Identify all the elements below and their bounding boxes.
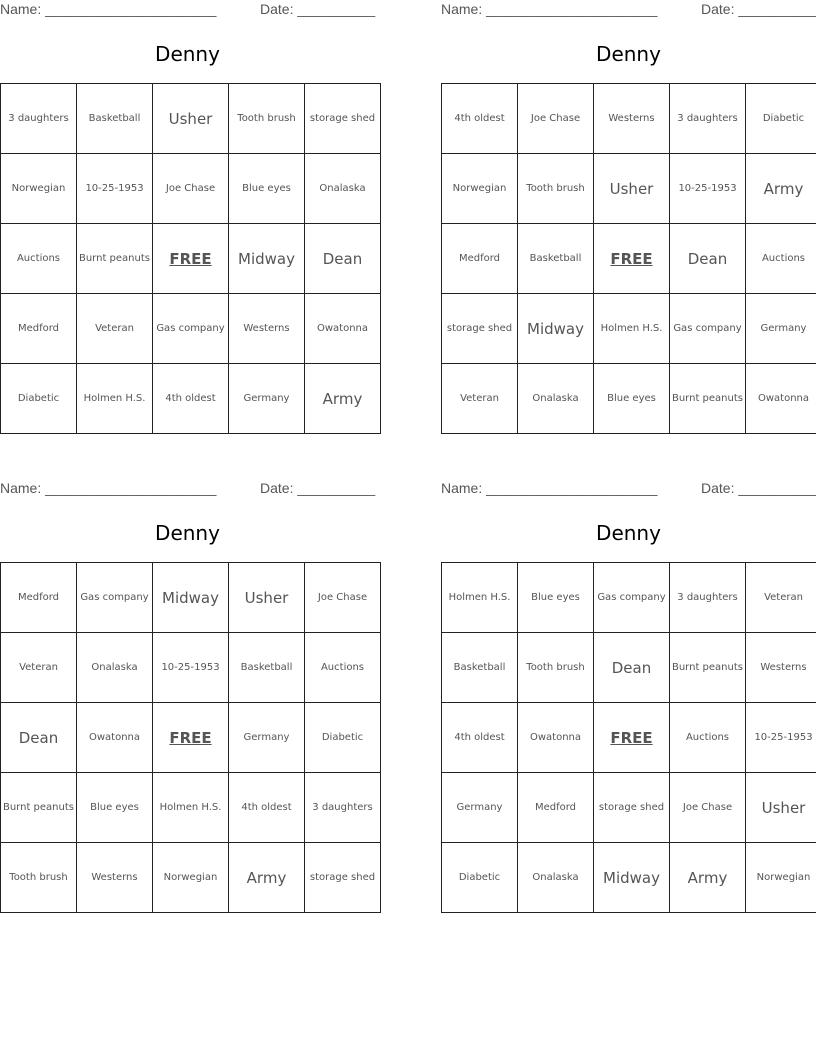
bingo-cell: 10-25-1953	[77, 154, 153, 224]
bingo-cell: Usher	[746, 773, 816, 843]
bingo-row	[442, 633, 816, 703]
bingo-row	[1, 843, 381, 913]
bingo-cell: Onalaska	[77, 633, 153, 703]
card-title: Denny	[596, 42, 661, 66]
bingo-cell: Veteran	[746, 563, 816, 633]
date-field-label: Date: __________	[260, 1, 376, 17]
date-field-label: Date: __________	[260, 480, 376, 496]
date-field-label: Date: __________	[701, 1, 816, 17]
bingo-cell: Germany	[746, 294, 816, 364]
bingo-row	[442, 294, 816, 364]
free-space-cell: FREE	[594, 703, 670, 773]
bingo-grid	[0, 83, 381, 434]
bingo-cell: Burnt peanuts	[77, 224, 153, 294]
bingo-cell: Tooth brush	[518, 154, 594, 224]
bingo-cell: Joe Chase	[153, 154, 229, 224]
bingo-cell: Midway	[153, 563, 229, 633]
bingo-row	[442, 364, 816, 434]
bingo-cell: Medford	[1, 294, 77, 364]
bingo-cell: Usher	[229, 563, 305, 633]
bingo-cell: Onalaska	[518, 364, 594, 434]
bingo-cell: Usher	[594, 154, 670, 224]
date-field-label: Date: __________	[701, 480, 816, 496]
bingo-cell: Norwegian	[153, 843, 229, 913]
bingo-row	[442, 154, 816, 224]
bingo-cell: 10-25-1953	[153, 633, 229, 703]
bingo-cell: Blue eyes	[229, 154, 305, 224]
bingo-cell: Usher	[153, 84, 229, 154]
bingo-cell: Army	[229, 843, 305, 913]
bingo-cell: Owatonna	[746, 364, 816, 434]
bingo-cell: Dean	[670, 224, 746, 294]
bingo-card-1	[0, 0, 375, 434]
bingo-cell: Auctions	[1, 224, 77, 294]
bingo-cell: Westerns	[594, 84, 670, 154]
name-field-label: Name: ______________________	[0, 480, 217, 496]
bingo-cell: Burnt peanuts	[670, 633, 746, 703]
bingo-cell: Diabetic	[746, 84, 816, 154]
bingo-cell: Gas company	[77, 563, 153, 633]
bingo-row	[442, 563, 816, 633]
bingo-cell: Joe Chase	[518, 84, 594, 154]
bingo-cell: 3 daughters	[670, 563, 746, 633]
bingo-cell: Basketball	[229, 633, 305, 703]
bingo-cell: storage shed	[594, 773, 670, 843]
bingo-row	[442, 703, 816, 773]
bingo-cell: Auctions	[746, 224, 816, 294]
bingo-cell: 4th oldest	[442, 84, 518, 154]
bingo-cell: Dean	[594, 633, 670, 703]
bingo-row	[1, 294, 381, 364]
bingo-cell: Germany	[229, 703, 305, 773]
bingo-cell: Diabetic	[1, 364, 77, 434]
name-date-row	[0, 480, 375, 500]
bingo-cell: Basketball	[518, 224, 594, 294]
bingo-cell: Army	[746, 154, 816, 224]
bingo-cell: Army	[670, 843, 746, 913]
bingo-cell: Burnt peanuts	[1, 773, 77, 843]
bingo-cell: Diabetic	[442, 843, 518, 913]
bingo-cell: Medford	[442, 224, 518, 294]
bingo-card-3	[0, 479, 375, 913]
bingo-cell: 10-25-1953	[670, 154, 746, 224]
bingo-cell: Blue eyes	[77, 773, 153, 843]
bingo-cell: Auctions	[305, 633, 381, 703]
bingo-cell: 4th oldest	[153, 364, 229, 434]
bingo-cell: Midway	[229, 224, 305, 294]
bingo-cell: Dean	[305, 224, 381, 294]
bingo-cell: Westerns	[77, 843, 153, 913]
bingo-cell: Germany	[442, 773, 518, 843]
bingo-cell: Holmen H.S.	[594, 294, 670, 364]
bingo-row	[1, 224, 381, 294]
name-date-row	[441, 1, 816, 21]
bingo-cell: Veteran	[77, 294, 153, 364]
bingo-row	[1, 563, 381, 633]
bingo-cell: Norwegian	[442, 154, 518, 224]
bingo-cell: Army	[305, 364, 381, 434]
bingo-cell: Holmen H.S.	[153, 773, 229, 843]
bingo-grid	[441, 562, 816, 913]
bingo-cell: Owatonna	[518, 703, 594, 773]
bingo-row	[442, 773, 816, 843]
card-title: Denny	[155, 42, 220, 66]
bingo-cell: Norwegian	[746, 843, 816, 913]
bingo-cell: Joe Chase	[670, 773, 746, 843]
bingo-cell: Basketball	[442, 633, 518, 703]
free-space-cell: FREE	[594, 224, 670, 294]
bingo-cell: 3 daughters	[670, 84, 746, 154]
bingo-card-4	[441, 479, 816, 913]
bingo-cell: Medford	[1, 563, 77, 633]
bingo-cell: Westerns	[229, 294, 305, 364]
bingo-cell: Midway	[518, 294, 594, 364]
bingo-cell: Westerns	[746, 633, 816, 703]
bingo-cell: 4th oldest	[229, 773, 305, 843]
bingo-grid	[0, 562, 381, 913]
bingo-cell: Auctions	[670, 703, 746, 773]
bingo-cell: Norwegian	[1, 154, 77, 224]
bingo-card-2	[441, 0, 816, 434]
name-date-row	[441, 480, 816, 500]
bingo-cell: Blue eyes	[518, 563, 594, 633]
bingo-row	[442, 224, 816, 294]
bingo-row	[442, 843, 816, 913]
bingo-cell: Diabetic	[305, 703, 381, 773]
bingo-cell: Medford	[518, 773, 594, 843]
bingo-row	[1, 703, 381, 773]
bingo-cell: 10-25-1953	[746, 703, 816, 773]
bingo-cell: Owatonna	[77, 703, 153, 773]
bingo-cell: Owatonna	[305, 294, 381, 364]
bingo-cell: Tooth brush	[518, 633, 594, 703]
bingo-cell: storage shed	[305, 84, 381, 154]
card-title: Denny	[596, 521, 661, 545]
bingo-cell: Midway	[594, 843, 670, 913]
bingo-row	[1, 773, 381, 843]
bingo-cell: 4th oldest	[442, 703, 518, 773]
bingo-cell: Blue eyes	[594, 364, 670, 434]
name-field-label: Name: ______________________	[441, 1, 658, 17]
card-title: Denny	[155, 521, 220, 545]
bingo-cell: 3 daughters	[1, 84, 77, 154]
name-field-label: Name: ______________________	[0, 1, 217, 17]
bingo-cell: Tooth brush	[1, 843, 77, 913]
bingo-cell: Joe Chase	[305, 563, 381, 633]
free-space-cell: FREE	[153, 703, 229, 773]
bingo-row	[1, 633, 381, 703]
bingo-cell: Holmen H.S.	[77, 364, 153, 434]
bingo-row	[442, 84, 816, 154]
bingo-row	[1, 84, 381, 154]
bingo-cell: Gas company	[670, 294, 746, 364]
bingo-cell: Holmen H.S.	[442, 563, 518, 633]
bingo-cell: Gas company	[594, 563, 670, 633]
bingo-cell: Veteran	[1, 633, 77, 703]
bingo-cell: Germany	[229, 364, 305, 434]
bingo-cell: Burnt peanuts	[670, 364, 746, 434]
bingo-row	[1, 154, 381, 224]
bingo-cell: Basketball	[77, 84, 153, 154]
bingo-cell: Onalaska	[518, 843, 594, 913]
bingo-row	[1, 364, 381, 434]
bingo-cell: 3 daughters	[305, 773, 381, 843]
bingo-cell: Onalaska	[305, 154, 381, 224]
bingo-cell: Gas company	[153, 294, 229, 364]
bingo-grid	[441, 83, 816, 434]
free-space-cell: FREE	[153, 224, 229, 294]
bingo-cell: storage shed	[305, 843, 381, 913]
bingo-cell: storage shed	[442, 294, 518, 364]
bingo-cell: Dean	[1, 703, 77, 773]
name-date-row	[0, 1, 375, 21]
name-field-label: Name: ______________________	[441, 480, 658, 496]
bingo-cell: Tooth brush	[229, 84, 305, 154]
bingo-cell: Veteran	[442, 364, 518, 434]
